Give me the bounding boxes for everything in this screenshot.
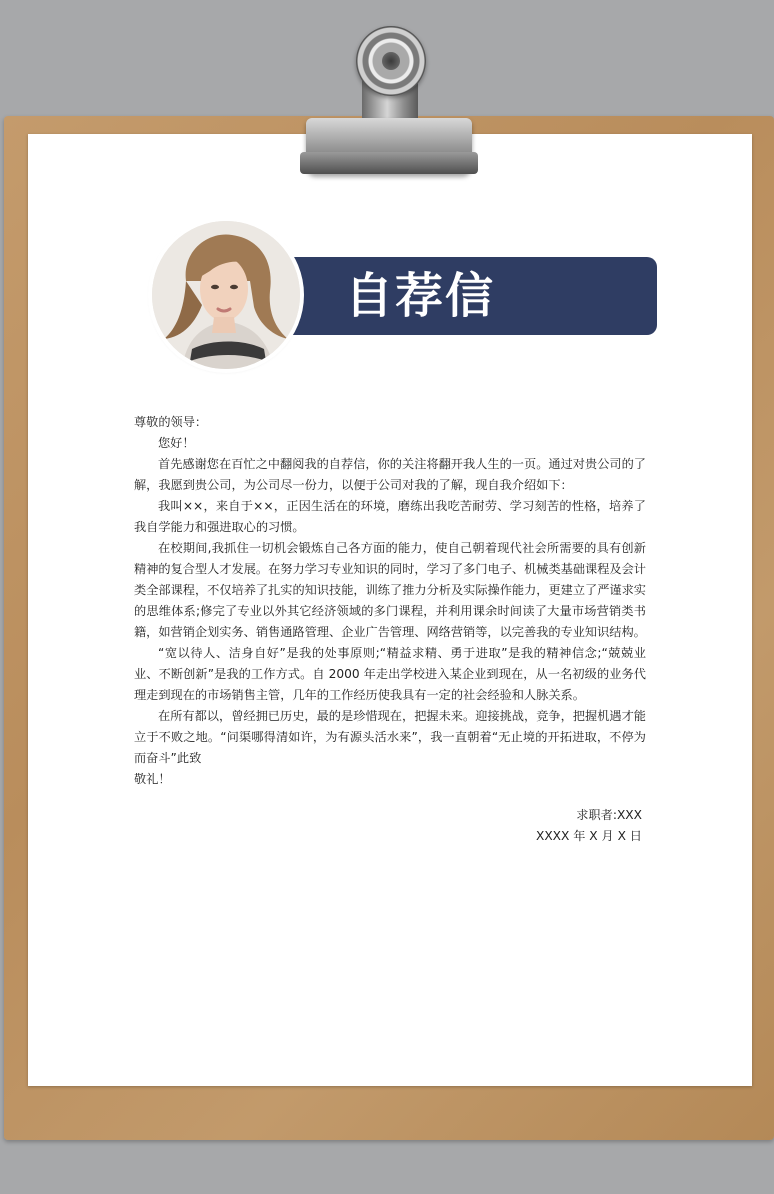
binder-clip-hole	[382, 52, 400, 70]
signature: 求职者:XXX	[576, 808, 642, 822]
binder-clip-lip	[300, 152, 478, 174]
letter-body	[134, 412, 646, 790]
paragraph: 在校期间,我抓住一切机会锻炼自己各方面的能力，使自己朝着现代社会所需要的具有创新精神的复合型人才发展。在努力学习专业知识的同时，学习了多门电子、机械类基础课程及会计类全部课程，不仅培养了扎实的知识技能，训练了推力分析及实际操作能力，更建立了严谨求实的思维体系;修完了专业以外其它经济领域的多门课程，并利用课余时间读了大量市场营销类书籍，如营销企划实务、销售通路管理、企业广告管理、网络营销等，以完善我的专业知识结构。	[134, 541, 646, 639]
closing: 敬礼！	[134, 772, 171, 786]
paragraph: “宽以待人、洁身自好”是我的处事原则;“精益求精、勇于进取”是我的精神信念;“兢兢业业、不断创新”是我的工作方式。自 2000 年走出学校进入某企业到现在，从一名初级的业务代理走到现在的市场销售主管，几年的工作经历使我具有一定的社会经验和人脉关系。	[134, 646, 646, 702]
page-title: 自荐信	[345, 268, 496, 324]
greeting: 您好！	[158, 436, 195, 450]
portrait-photo	[152, 221, 300, 369]
date: XXXX 年 X 月 X 日	[535, 829, 642, 843]
paragraph: 首先感谢您在百忙之中翻阅我的自荐信，你的关注将翻开我人生的一页。通过对贵公司的了解，我愿到贵公司，为公司尽一份力，以便于公司对我的了解，现自我介绍如下：	[134, 457, 646, 492]
paragraph: 我叫××，来自于××，正因生活在的环境，磨练出我吃苦耐劳、学习刻苦的性格，培养了我自学能力和强进取心的习惯。	[134, 499, 646, 534]
salutation: 尊敬的领导：	[134, 415, 208, 429]
paragraph: 在所有都以，曾经拥已历史，最的是珍惜现在，把握未来。迎接挑战，竞争，把握机遇才能立于不败之地。“问渠哪得清如许，为有源头活水来”，我一直朝着“无止境的开拓进取，不停为而奋斗”此致	[134, 709, 646, 765]
avatar	[152, 221, 300, 369]
